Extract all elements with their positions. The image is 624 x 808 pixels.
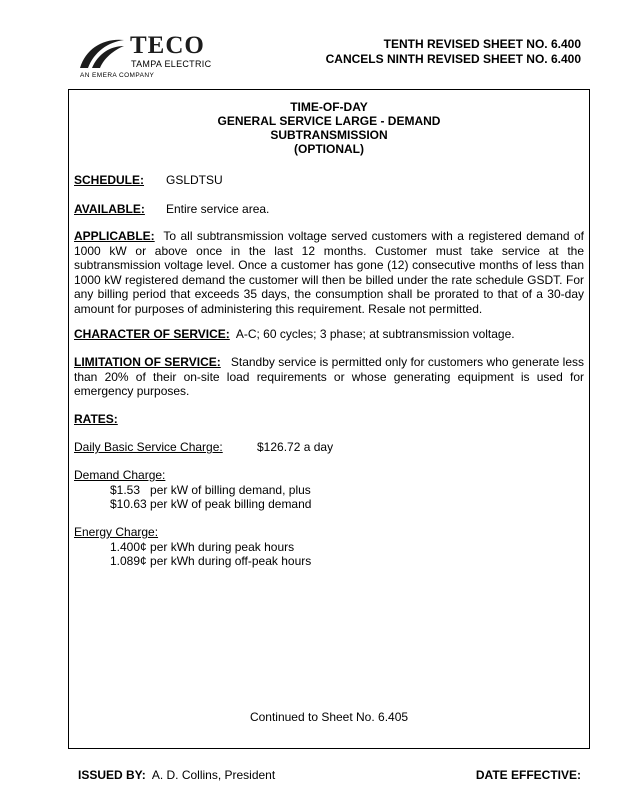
title-line-1: TIME-OF-DAY (290, 100, 368, 114)
issued-by-label: ISSUED BY: (78, 768, 146, 782)
sheet-identifiers (326, 37, 581, 67)
available-section (74, 202, 584, 217)
demand-charge-line-2: $10.63 per kW of peak billing demand (110, 497, 312, 511)
basic-charge-label: Daily Basic Service Charge: (74, 440, 223, 454)
available-value: Entire service area. (166, 202, 270, 216)
logo-subtitle: TAMPA ELECTRIC (131, 59, 212, 69)
rate-title (69, 100, 589, 156)
rates-label: RATES: (74, 412, 118, 426)
character-section (74, 327, 584, 342)
date-effective-label: DATE EFFECTIVE: (475, 768, 581, 782)
cancels-sheet-number: CANCELS NINTH REVISED SHEET NO. 6.400 (325, 52, 581, 66)
demand-charge-line-1: $1.53 per kW of billing demand, plus (110, 482, 311, 497)
limitation-section (74, 355, 584, 399)
schedule-section (74, 173, 584, 188)
continued-note: Continued to Sheet No. 6.405 (249, 710, 409, 724)
logo-wordmark: TECO (130, 32, 205, 59)
tariff-sheet-frame (68, 89, 590, 749)
issued-by (78, 768, 275, 782)
applicable-section (74, 229, 584, 316)
limitation-text: Standby service is permitted only for customers who generate less than 20% of their on-site load requirements or whose generating equipment is used for emergency purposes. (74, 355, 584, 398)
issued-by-value: A. D. Collins, President (151, 768, 276, 782)
rates-heading-section (74, 412, 584, 427)
title-line-3: SUBTRANSMISSION (270, 128, 388, 142)
demand-charge-label: Demand Charge: (74, 468, 166, 482)
applicable-label: APPLICABLE: (74, 229, 155, 243)
demand-charge-section (74, 468, 584, 512)
company-logo (78, 32, 248, 82)
teco-swoosh-icon (78, 34, 126, 70)
energy-charge-label: Energy Charge: (74, 525, 159, 539)
limitation-label: LIMITATION OF SERVICE: (74, 355, 221, 369)
energy-charge-section (74, 525, 584, 569)
energy-charge-line-2: 1.089¢ per kWh during off-peak hours (110, 554, 312, 568)
revised-sheet-number: TENTH REVISED SHEET NO. 6.400 (383, 37, 581, 51)
title-line-4: (OPTIONAL) (294, 142, 364, 156)
available-label: AVAILABLE: (74, 202, 145, 216)
energy-charge-line-1: 1.400¢ per kWh during peak hours (110, 539, 295, 554)
basic-charge-value: $126.72 a day (257, 440, 334, 454)
title-line-2: GENERAL SERVICE LARGE - DEMAND (217, 114, 441, 128)
applicable-text: To all subtransmission voltage served customers with a registered demand of 1000 kW or above once in the last 12 months. Customer must take service at the subtransmission voltage level. Once a customer has gone (12) consecutive months of less than 1000 kW registered demand the customer will then be billed under the rate schedule GSDT. For any billing period that exceeds 35 days, the consumption shall be prorated to that of a 30-day amount for purposes of administering this requirement. Resale not permitted. (74, 229, 585, 316)
logo-parent-company: AN EMERA COMPANY (80, 72, 155, 79)
basic-charge-row (74, 440, 584, 455)
character-value: A-C; 60 cycles; 3 phase; at subtransmission voltage. (235, 327, 515, 341)
schedule-label: SCHEDULE: (74, 173, 145, 187)
character-label: CHARACTER OF SERVICE: (74, 327, 230, 341)
schedule-value: GSLDTSU (166, 173, 223, 187)
